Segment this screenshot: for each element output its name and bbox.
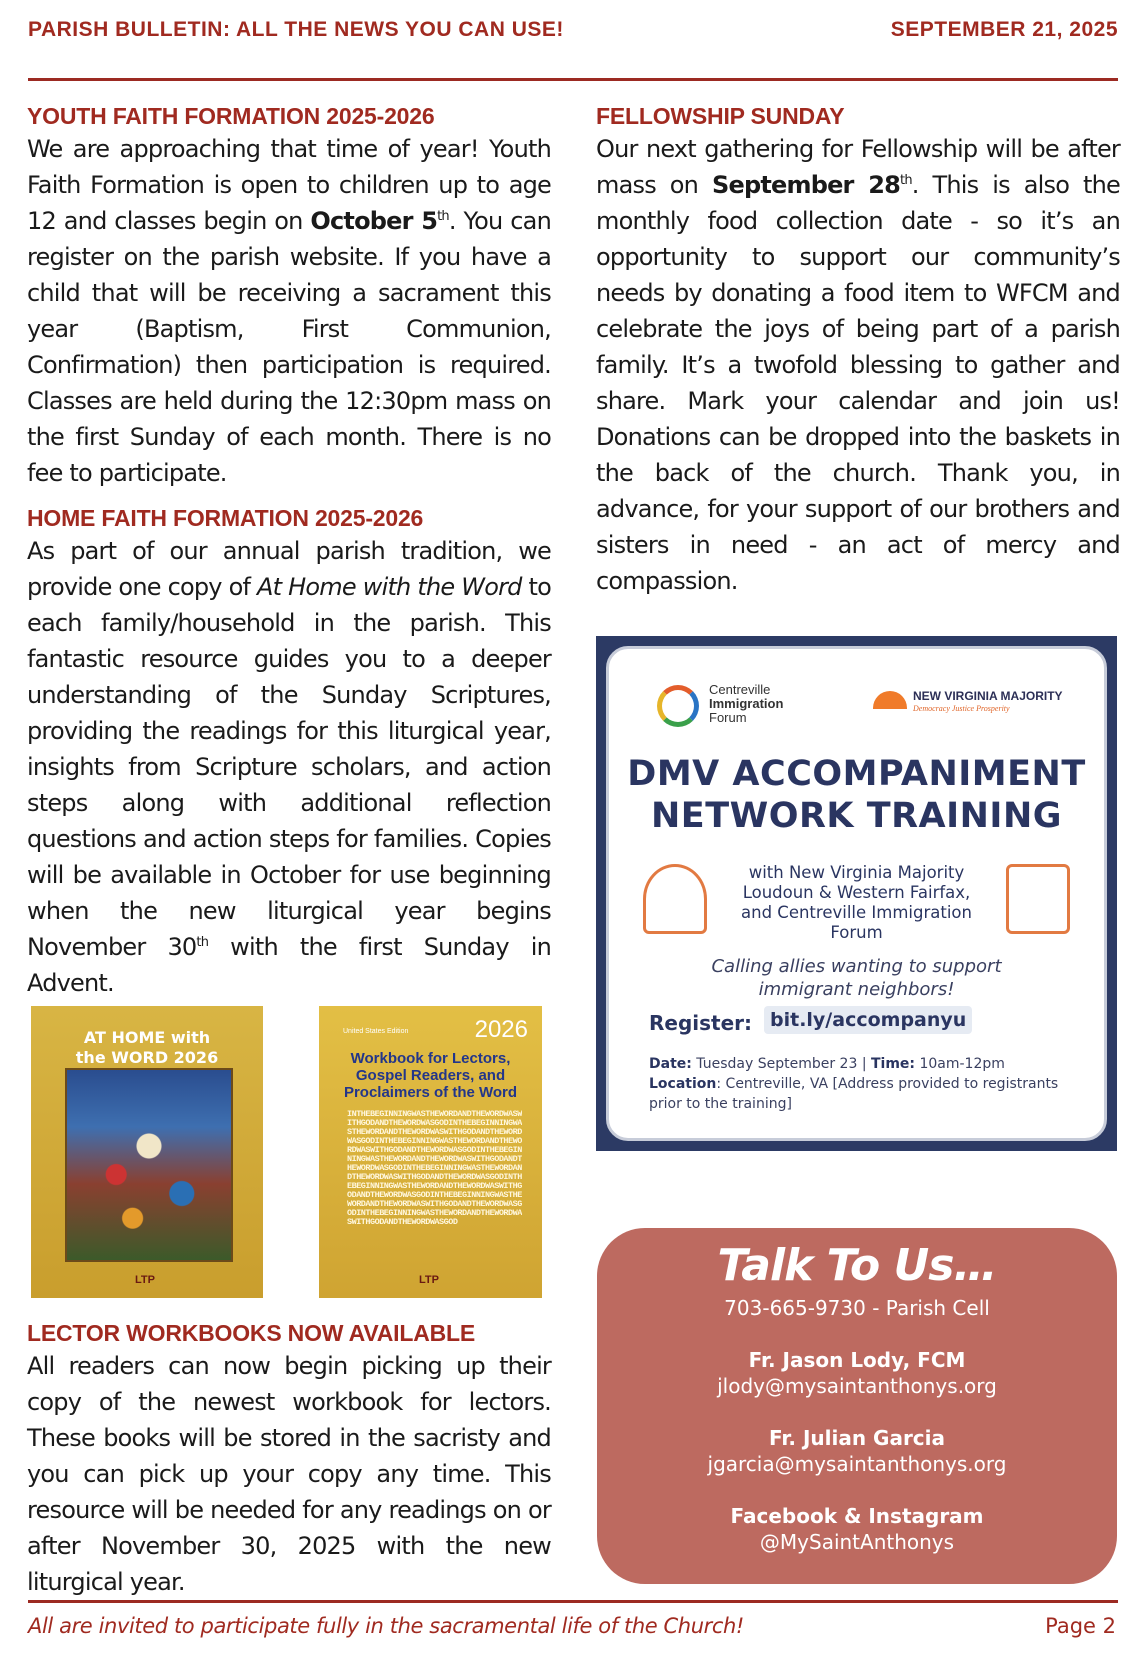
contact-title: Talk To Us… <box>717 1240 997 1291</box>
new-virginia-majority-sun-icon <box>873 691 907 709</box>
contact-name-julian-garcia: Fr. Julian Garcia <box>768 1426 946 1450</box>
fellowship-body: Our next gathering for Fellowship will be after mass on September 28th. This is also the monthly food collection date - so it’s an opportunity to support our community’s needs by donating a food item to WFCM and celebrate the joys of being part of a parish family. It’s a twofold blessing to gather and share. Mark your calendar and join us! Donations can be dropped into the baskets in the back of the church. Thank you, in advance, for your support of our brothers and sisters in need - an act of mercy and compassion. <box>596 135 1120 595</box>
flyer-headline: DMV ACCOMPANIMENT NETWORK TRAINING <box>627 754 1086 836</box>
contact-box <box>597 1228 1117 1584</box>
register-link[interactable]: bit.ly/accompanyu <box>764 1006 972 1034</box>
register-label: Register: <box>649 1011 753 1035</box>
youth-heading: YOUTH FAITH FORMATION 2025-2026 <box>27 103 435 129</box>
new-virginia-majority-logo-text: NEW VIRGINIA MAJORITY <box>913 689 1063 703</box>
new-virginia-majority-tagline: Democracy Justice Prosperity <box>913 704 1010 713</box>
footer-tagline: All are invited to participate fully in the sacramental life of the Church! <box>28 1614 744 1638</box>
home-heading: HOME FAITH FORMATION 2025-2026 <box>27 505 424 531</box>
at-home-with-the-word-cover <box>31 1006 263 1298</box>
lector-body: All readers can now begin picking up their copy of the newest workbook for lectors. These books will be stored in the sacristy and you can pick up your copy any time. This resource will be needed for any readings on or after November 30, 2025 with the new liturgical year. <box>27 1352 551 1596</box>
cover1-title-line2: the WORD 2026 <box>75 1048 219 1067</box>
right-column <box>596 101 1120 599</box>
parish-cell-phone[interactable]: 703-665-9730 - Parish Cell <box>724 1296 990 1320</box>
cover2-year: 2026 <box>474 1016 528 1043</box>
flyer-event-details: Date: Tuesday September 23 | Time: 10am-12pm Location: Centreville, VA [Address provided to registrants prior to the training] <box>649 1056 1059 1112</box>
contact-email-jason-lody[interactable]: jlody@mysaintanthonys.org <box>717 1374 997 1398</box>
flyer-call-to-action: Calling allies wanting to support immigrant neighbors! <box>711 956 1002 1000</box>
bulletin-title: PARISH BULLETIN: ALL THE NEWS YOU CAN USE! <box>28 18 564 41</box>
cover2-word-texture: INTHEBEGINNINGWASTHEWORDANDTHEWORDWASWITHGODANDTHEWORDWASGODINTHEBEGINNINGWASTHEWORDANDTHEWORDWASWITHGODANDTHEWORDWASGODINTHEBEGINNINGWASTHEWORDANDTHEWORDWASWITHGODANDTHEWORDWASGODINTHEBEGINNINGWASTHEWORDANDTHEWORDWASWITHGODANDTHEWORDWASGODINTHEBEGINNINGWASTHEWORDANDTHEWORDWASWITHGODANDTHEWORDWASGODINTHEBEGINNINGWASTHEWORDANDTHEWORDWASWITHGODANDTHEWORDWASGODINTHEBEGINNINGWASTHEWORDANDTHEWORDWASWITHGODANDTHEWORDWASGODINTHEBEGINNINGWASTHEWORDANDTHEWORDWASWITHGODANDTHEWORDWASGOD <box>347 1110 522 1227</box>
home-body: As part of our annual parish tradition, we provide one copy of At Home with the Word to each family/household in the parish. This fantastic resource guides you to a deeper understanding of the Sunday Scriptures, providing the readings for this liturgical year, insights from Scripture scholars, and action steps along with additional reflection questions and action steps for families. Copies will be available in October for use beginning when the new liturgical year begins November 30th with the first Sunday in Advent. <box>27 537 551 997</box>
left-column <box>27 101 551 1001</box>
header-divider <box>28 78 1118 81</box>
gavel-document-icon <box>1006 864 1070 934</box>
accompaniment-training-flyer <box>596 636 1117 1151</box>
cover1-artwork <box>65 1068 233 1262</box>
cover2-edition: United States Edition <box>343 1028 409 1035</box>
cover2-title: Workbook for Lectors, Gospel Readers, and Proclaimers of the Word <box>343 1050 518 1101</box>
flyer-hosts: with New Virginia Majority Loudoun & Western Fairfax, and Centreville Immigration Forum <box>741 863 972 942</box>
lector-heading: LECTOR WORKBOOKS NOW AVAILABLE <box>27 1320 476 1346</box>
cover1-title-line1: AT HOME with <box>83 1028 211 1047</box>
social-media-handle[interactable]: @MySaintAnthonys <box>759 1530 955 1554</box>
cover1-publisher-logo: LTP <box>135 1274 155 1286</box>
footer-divider <box>28 1600 1118 1603</box>
contact-email-julian-garcia[interactable]: jgarcia@mysaintanthonys.org <box>707 1452 1007 1476</box>
page-number: Page 2 <box>1045 1614 1116 1638</box>
centreville-immigration-forum-logo-icon <box>657 685 699 727</box>
contact-name-jason-lody: Fr. Jason Lody, FCM <box>748 1348 966 1372</box>
bulletin-date: SEPTEMBER 21, 2025 <box>890 18 1118 41</box>
cover2-publisher-logo: LTP <box>419 1274 439 1286</box>
fellowship-heading: FELLOWSHIP SUNDAY <box>596 103 845 129</box>
youth-body: We are approaching that time of year! Youth Faith Formation is open to children up to age 12 and classes begin on October 5th. You can register on the parish website. If you have a child that will be receiving a sacrament this year (Baptism, First Communion, Confirmation) then participation is required. Classes are held during the 12:30pm mass on the first Sunday of each month. There is no fee to participate. <box>27 135 551 487</box>
lector-section <box>27 1318 551 1600</box>
flyer-card <box>606 646 1107 1141</box>
social-media-label: Facebook & Instagram <box>730 1504 984 1528</box>
centreville-immigration-forum-logo-text: Centreville Immigration Forum <box>709 682 784 725</box>
workbook-for-lectors-cover <box>319 1006 542 1298</box>
